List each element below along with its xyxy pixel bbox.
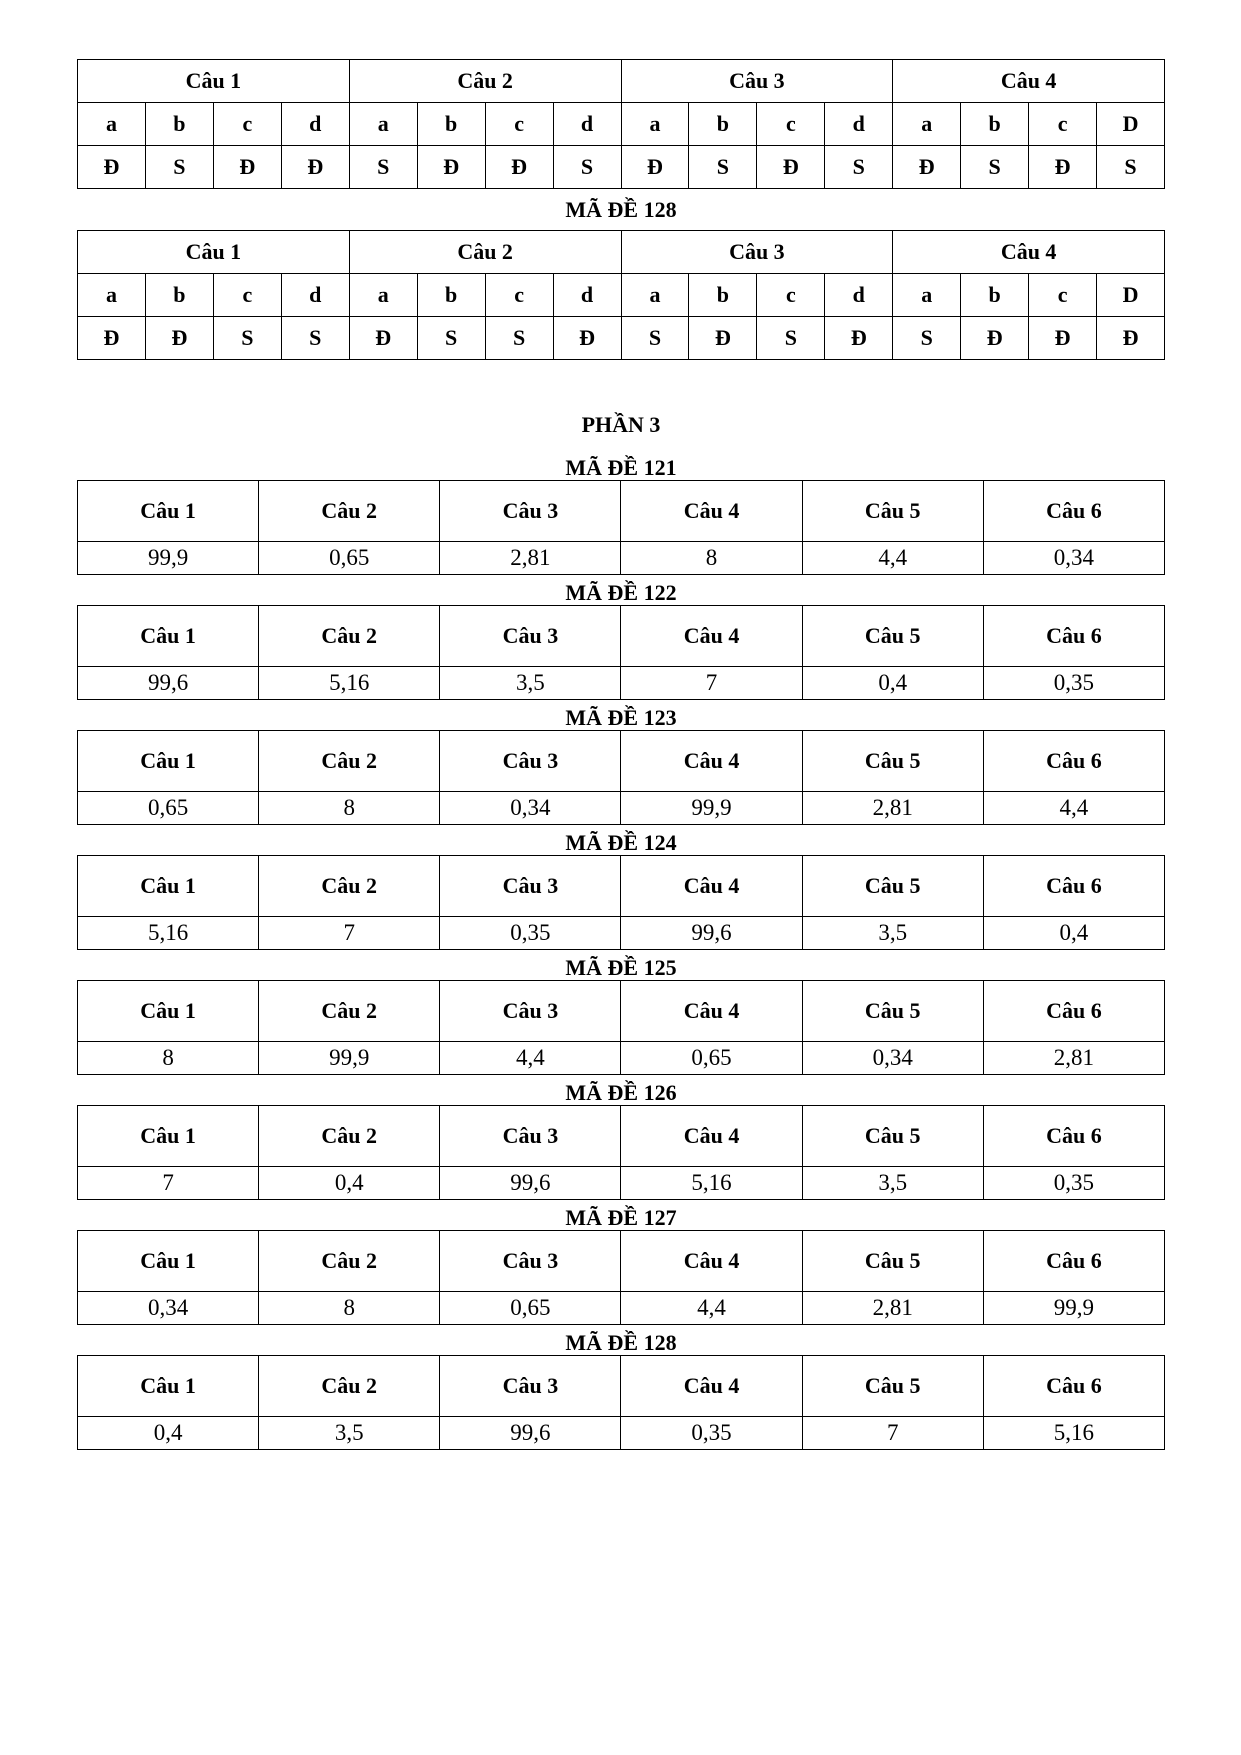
part3-answer-table <box>77 1230 1165 1325</box>
option-label: b <box>417 274 485 317</box>
question-header: Câu 6 <box>983 1106 1164 1167</box>
exam-code-title: MÃ ĐỀ 124 <box>565 830 677 855</box>
answer-cell: 8 <box>621 542 802 575</box>
exam-code-title: MÃ ĐỀ 122 <box>565 580 677 605</box>
question-header: Câu 1 <box>78 60 350 103</box>
exam-code-title: MÃ ĐỀ 121 <box>565 455 677 480</box>
answer-cell: S <box>485 317 553 360</box>
question-header-row <box>78 1231 1165 1292</box>
answer-cell: 2,81 <box>983 1042 1164 1075</box>
answer-cell: 4,4 <box>983 792 1164 825</box>
question-header-row <box>78 731 1165 792</box>
option-label: c <box>1029 103 1097 146</box>
question-header: Câu 4 <box>893 60 1165 103</box>
question-header-row <box>78 60 1165 103</box>
question-header: Câu 2 <box>259 606 440 667</box>
answer-cell: 3,5 <box>440 667 621 700</box>
answer-cell: 8 <box>259 1292 440 1325</box>
answer-cell: 5,16 <box>259 667 440 700</box>
question-header: Câu 3 <box>440 1106 621 1167</box>
question-header-row <box>78 231 1165 274</box>
answer-row <box>78 917 1165 950</box>
question-header: Câu 4 <box>621 981 802 1042</box>
answer-cell: 0,65 <box>440 1292 621 1325</box>
question-header: Câu 6 <box>983 731 1164 792</box>
question-header: Câu 1 <box>78 1231 259 1292</box>
option-label: a <box>893 274 961 317</box>
answer-cell: 99,9 <box>983 1292 1164 1325</box>
part2-section <box>77 59 1165 360</box>
part3-section <box>77 450 1165 1450</box>
part3-answer-table <box>77 480 1165 575</box>
question-header: Câu 4 <box>621 481 802 542</box>
answer-cell: Đ <box>485 146 553 189</box>
question-header: Câu 4 <box>621 606 802 667</box>
question-header: Câu 4 <box>621 731 802 792</box>
answer-row <box>78 317 1165 360</box>
question-header: Câu 1 <box>78 856 259 917</box>
question-header: Câu 2 <box>259 1106 440 1167</box>
question-header: Câu 5 <box>802 1106 983 1167</box>
answer-cell: 99,6 <box>621 917 802 950</box>
question-header: Câu 1 <box>78 231 350 274</box>
question-header: Câu 2 <box>259 731 440 792</box>
option-label: c <box>485 274 553 317</box>
answer-cell: 99,9 <box>621 792 802 825</box>
exam-code-title: MÃ ĐỀ 128 <box>565 1330 677 1355</box>
answer-cell: 0,34 <box>983 542 1164 575</box>
answer-row <box>78 1167 1165 1200</box>
answer-cell: S <box>689 146 757 189</box>
question-header: Câu 3 <box>621 231 893 274</box>
part2-answer-table <box>77 230 1165 360</box>
part2-answer-table <box>77 59 1165 189</box>
answer-cell: 7 <box>259 917 440 950</box>
answer-cell: S <box>1097 146 1165 189</box>
answer-cell: 2,81 <box>440 542 621 575</box>
part3-answer-table <box>77 855 1165 950</box>
question-header: Câu 6 <box>983 481 1164 542</box>
option-label: a <box>78 274 146 317</box>
answer-cell: S <box>213 317 281 360</box>
question-header: Câu 6 <box>983 981 1164 1042</box>
option-label: a <box>349 274 417 317</box>
answer-cell: 3,5 <box>259 1417 440 1450</box>
answer-cell: 0,35 <box>440 917 621 950</box>
option-label: D <box>1097 103 1165 146</box>
part3-title: PHẦN 3 <box>581 412 661 437</box>
question-header: Câu 5 <box>802 1231 983 1292</box>
option-label: b <box>689 103 757 146</box>
answer-cell: 0,34 <box>78 1292 259 1325</box>
answer-cell: S <box>417 317 485 360</box>
question-header: Câu 2 <box>259 856 440 917</box>
question-header: Câu 3 <box>440 856 621 917</box>
answer-cell: 0,35 <box>983 1167 1164 1200</box>
option-label: c <box>757 103 825 146</box>
question-header-row <box>78 981 1165 1042</box>
answer-row <box>78 667 1165 700</box>
option-label: c <box>1029 274 1097 317</box>
question-header: Câu 2 <box>259 981 440 1042</box>
answer-cell: Đ <box>145 317 213 360</box>
answer-cell: 0,4 <box>983 917 1164 950</box>
answer-cell: Đ <box>893 146 961 189</box>
answer-cell: 0,35 <box>621 1417 802 1450</box>
option-label: d <box>281 103 349 146</box>
option-label: d <box>553 274 621 317</box>
question-header: Câu 2 <box>349 60 621 103</box>
answer-cell: 5,16 <box>621 1167 802 1200</box>
answer-cell: Đ <box>1029 317 1097 360</box>
exam-code-title: MÃ ĐỀ 128 <box>565 197 677 222</box>
answer-cell: 3,5 <box>802 917 983 950</box>
question-header: Câu 6 <box>983 1231 1164 1292</box>
answer-cell: 3,5 <box>802 1167 983 1200</box>
option-label: b <box>417 103 485 146</box>
answer-cell: Đ <box>213 146 281 189</box>
answer-row <box>78 1292 1165 1325</box>
answer-cell: 0,34 <box>440 792 621 825</box>
answer-cell: Đ <box>1097 317 1165 360</box>
question-header: Câu 2 <box>259 1231 440 1292</box>
question-header: Câu 3 <box>440 731 621 792</box>
answer-cell: 99,6 <box>440 1167 621 1200</box>
option-label: a <box>621 103 689 146</box>
exam-code-title: MÃ ĐỀ 126 <box>565 1080 677 1105</box>
option-label: d <box>281 274 349 317</box>
answer-cell: S <box>281 317 349 360</box>
answer-cell: S <box>757 317 825 360</box>
question-header: Câu 1 <box>78 731 259 792</box>
question-header: Câu 5 <box>802 481 983 542</box>
question-header: Câu 1 <box>78 1356 259 1417</box>
exam-code-title: MÃ ĐỀ 125 <box>565 955 677 980</box>
answer-cell: 0,35 <box>983 667 1164 700</box>
question-header: Câu 2 <box>349 231 621 274</box>
question-header: Câu 3 <box>440 1231 621 1292</box>
part3-answer-table <box>77 1355 1165 1450</box>
option-label: d <box>825 274 893 317</box>
question-header: Câu 5 <box>802 981 983 1042</box>
answer-cell: Đ <box>281 146 349 189</box>
answer-cell: S <box>825 146 893 189</box>
answer-cell: Đ <box>621 146 689 189</box>
option-label: a <box>78 103 146 146</box>
option-label: b <box>961 274 1029 317</box>
answer-row <box>78 146 1165 189</box>
option-label: c <box>213 274 281 317</box>
answer-row <box>78 1042 1165 1075</box>
question-header: Câu 3 <box>440 1356 621 1417</box>
part3-answer-table <box>77 730 1165 825</box>
answer-cell: Đ <box>1029 146 1097 189</box>
question-header: Câu 3 <box>440 981 621 1042</box>
answer-cell: Đ <box>417 146 485 189</box>
answer-key-page <box>77 59 1165 1450</box>
answer-row <box>78 792 1165 825</box>
answer-cell: 4,4 <box>440 1042 621 1075</box>
question-header: Câu 2 <box>259 1356 440 1417</box>
answer-cell: 99,9 <box>78 542 259 575</box>
answer-cell: 0,4 <box>78 1417 259 1450</box>
answer-cell: 7 <box>802 1417 983 1450</box>
answer-cell: S <box>961 146 1029 189</box>
answer-cell: 2,81 <box>802 792 983 825</box>
part3-answer-table <box>77 605 1165 700</box>
answer-cell: 4,4 <box>802 542 983 575</box>
question-header: Câu 5 <box>802 1356 983 1417</box>
option-label: a <box>349 103 417 146</box>
option-label: a <box>621 274 689 317</box>
option-label: c <box>757 274 825 317</box>
question-header: Câu 4 <box>893 231 1165 274</box>
option-label: d <box>825 103 893 146</box>
answer-cell: 8 <box>259 792 440 825</box>
answer-cell: Đ <box>553 317 621 360</box>
answer-cell: 5,16 <box>983 1417 1164 1450</box>
answer-row <box>78 1417 1165 1450</box>
option-label: D <box>1097 274 1165 317</box>
answer-cell: 99,6 <box>440 1417 621 1450</box>
answer-cell: Đ <box>349 317 417 360</box>
question-header: Câu 1 <box>78 1106 259 1167</box>
answer-cell: S <box>145 146 213 189</box>
option-label: b <box>689 274 757 317</box>
question-header: Câu 3 <box>621 60 893 103</box>
part3-answer-table <box>77 1105 1165 1200</box>
answer-cell: 0,65 <box>259 542 440 575</box>
answer-cell: 0,65 <box>621 1042 802 1075</box>
question-header: Câu 5 <box>802 606 983 667</box>
question-header: Câu 6 <box>983 1356 1164 1417</box>
exam-code-title: MÃ ĐỀ 123 <box>565 705 677 730</box>
question-header: Câu 1 <box>78 481 259 542</box>
option-label: b <box>145 274 213 317</box>
option-label: b <box>145 103 213 146</box>
answer-cell: 5,16 <box>78 917 259 950</box>
answer-cell: Đ <box>78 146 146 189</box>
question-header: Câu 4 <box>621 1356 802 1417</box>
question-header-row <box>78 856 1165 917</box>
option-label: b <box>961 103 1029 146</box>
question-header: Câu 2 <box>259 481 440 542</box>
answer-cell: 99,9 <box>259 1042 440 1075</box>
option-label: c <box>485 103 553 146</box>
answer-cell: 0,4 <box>259 1167 440 1200</box>
question-header: Câu 4 <box>621 1231 802 1292</box>
question-header: Câu 6 <box>983 856 1164 917</box>
answer-cell: 99,6 <box>78 667 259 700</box>
question-header: Câu 1 <box>78 606 259 667</box>
question-header-row <box>78 606 1165 667</box>
option-label: c <box>213 103 281 146</box>
question-header: Câu 5 <box>802 856 983 917</box>
part3-answer-table <box>77 980 1165 1075</box>
answer-cell: S <box>553 146 621 189</box>
question-header: Câu 3 <box>440 606 621 667</box>
answer-cell: Đ <box>78 317 146 360</box>
answer-cell: S <box>349 146 417 189</box>
answer-cell: 7 <box>78 1167 259 1200</box>
answer-cell: 0,4 <box>802 667 983 700</box>
exam-code-title: MÃ ĐỀ 127 <box>565 1205 677 1230</box>
option-label: d <box>553 103 621 146</box>
answer-cell: S <box>893 317 961 360</box>
answer-cell: 7 <box>621 667 802 700</box>
answer-cell: 2,81 <box>802 1292 983 1325</box>
question-header-row <box>78 481 1165 542</box>
answer-cell: Đ <box>689 317 757 360</box>
answer-cell: Đ <box>757 146 825 189</box>
question-header: Câu 4 <box>621 1106 802 1167</box>
question-header: Câu 4 <box>621 856 802 917</box>
answer-cell: Đ <box>961 317 1029 360</box>
question-header-row <box>78 1106 1165 1167</box>
answer-cell: 4,4 <box>621 1292 802 1325</box>
answer-row <box>78 542 1165 575</box>
question-header: Câu 3 <box>440 481 621 542</box>
answer-cell: S <box>621 317 689 360</box>
question-header: Câu 6 <box>983 606 1164 667</box>
question-header: Câu 5 <box>802 731 983 792</box>
option-row <box>78 103 1165 146</box>
answer-cell: 8 <box>78 1042 259 1075</box>
answer-cell: 0,65 <box>78 792 259 825</box>
question-header: Câu 1 <box>78 981 259 1042</box>
option-row <box>78 274 1165 317</box>
option-label: a <box>893 103 961 146</box>
question-header-row <box>78 1356 1165 1417</box>
answer-cell: 0,34 <box>802 1042 983 1075</box>
answer-cell: Đ <box>825 317 893 360</box>
